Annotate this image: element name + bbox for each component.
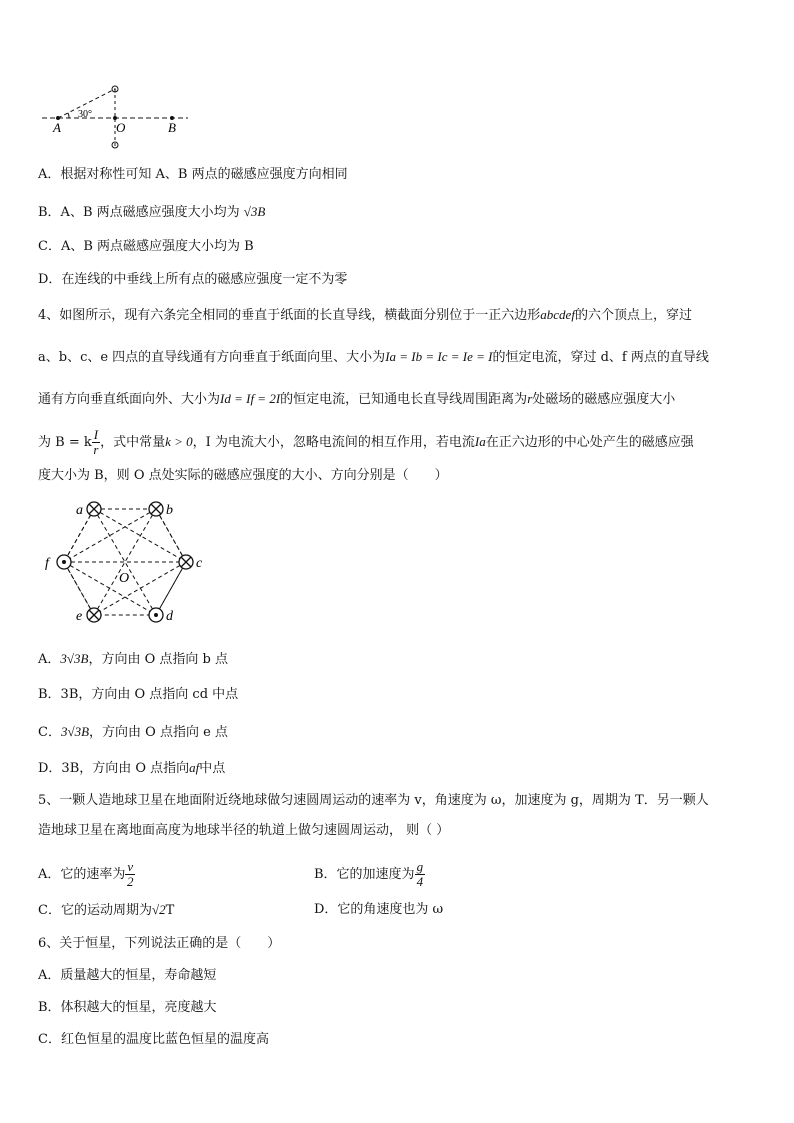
point-B-label: B — [168, 120, 176, 135]
q4-l4-tail: 在正六边形的中心处产生的磁感应强 — [485, 435, 694, 450]
q4-fraction-den: r — [93, 442, 99, 457]
q4-option-d — [38, 759, 225, 778]
point-O-label: O — [116, 120, 126, 135]
q4-l4-mid2: ，I 为电流大小，忽略电流间的相互作用，若电流 — [192, 435, 475, 450]
q4-l3-mid: 的恒定电流，已知通电长直导线周围距离为 — [280, 392, 528, 407]
q5-option-b-fraction — [415, 860, 426, 889]
q4-option-b: B．3B，方向由 O 点指向 cd 中点 — [38, 687, 239, 702]
q4-option-a-text: ，方向由 O 点指向 b 点 — [88, 652, 228, 667]
q4-option-a-math: 3√3B — [60, 651, 89, 666]
q5-option-a-den: 2 — [127, 874, 134, 889]
q4-k-condition: k > 0 — [165, 434, 193, 449]
q4-l2-text: a、b、c、e 四点的直导线通有方向垂直于纸面向里、大小为 — [38, 350, 386, 365]
wire-e-in-icon — [87, 608, 101, 622]
q4-distance-r: r — [527, 391, 533, 406]
q5-stem-line1: 5、一颗人造地球卫星在地面附近绕地球做匀速圆周运动的速率为 v，角速度为 ω，加速度为 g，周期为 T．另一颗人 — [38, 793, 709, 808]
q4-stem-line5: 度大小为 B，则 O 点处实际的磁感应强度的大小、方向分别是（ ） — [38, 468, 448, 483]
vertex-f-label: f — [45, 556, 49, 571]
q4-option-a — [38, 650, 228, 669]
q5-option-b-num: g — [416, 859, 424, 874]
q4-l3-text: 通有方向垂直纸面向外、大小为 — [38, 392, 221, 407]
wire-a-in-icon — [87, 502, 101, 516]
q3-option-b-text: B．A、B 两点磁感应强度大小均为 — [38, 205, 240, 220]
q5-option-a-num: v — [127, 859, 134, 874]
q4-hexagon-label: abcdef — [540, 307, 575, 322]
vertex-b-label: b — [166, 503, 173, 518]
q5-option-c-tail: T — [165, 903, 175, 918]
q4-option-d-text: D．3B，方向由 O 点指向 — [38, 761, 190, 776]
q5-option-b-text: B．它的加速度为 — [314, 867, 415, 882]
q5-option-a-text: A．它的速率为 — [38, 867, 126, 882]
q4-stem-line3 — [38, 390, 675, 409]
q4-option-c-letter: C． — [38, 725, 61, 740]
q5-option-c-text: C．它的运动周期为 — [38, 903, 152, 918]
q4-option-d-tail: 中点 — [199, 761, 226, 776]
q4-option-c-math: 3√3B — [60, 724, 90, 739]
q3-option-a: A．根据对称性可知 A、B 两点的磁感应强度方向相同 — [38, 167, 348, 182]
figure-hexagon-wires — [40, 498, 220, 626]
q5-option-a — [38, 860, 135, 889]
q3-option-b-math: √3B — [243, 204, 266, 219]
q6-option-c: C．红色恒星的温度比蓝色恒星的温度高 — [38, 1032, 269, 1047]
center-O-label: O — [119, 571, 130, 586]
q4-stem-line2 — [38, 348, 709, 367]
q4-current-eq2: Id = If = 2I — [220, 391, 281, 406]
q4-l2-tail: 的恒定电流，穿过 d、f 两点的直导线 — [492, 350, 709, 365]
point-A-label: A — [53, 120, 61, 135]
q6-option-b: B．体积越大的恒星，亮度越大 — [38, 1000, 217, 1015]
q4-option-a-letter: A． — [38, 652, 61, 667]
q5-option-c — [38, 901, 174, 920]
q6-option-a: A．质量越大的恒星，寿命越短 — [38, 968, 217, 983]
figure-wires-AOB — [38, 82, 198, 154]
q5-option-c-math: √2 — [151, 902, 166, 917]
q4-l4-mid1: ，式中常量 — [100, 435, 166, 450]
q5-option-b-den: 4 — [416, 874, 424, 889]
wire-b-in-icon — [149, 502, 163, 516]
wire-c-in-icon — [179, 555, 193, 569]
wire-f-out-icon — [57, 555, 71, 569]
q4-l4-text: 为 B = k — [38, 435, 92, 450]
wire-d-out-icon — [149, 608, 163, 622]
q4-l1-tail: 的六个顶点上，穿过 — [574, 308, 692, 323]
q4-option-c — [38, 723, 228, 742]
q3-option-b — [38, 203, 265, 222]
q3-option-d: D．在连线的中垂线上所有点的磁感应强度一定不为零 — [38, 272, 348, 287]
q5-option-d: D．它的角速度也为 ω — [314, 902, 444, 917]
q4-option-d-math: af — [189, 760, 200, 775]
q4-fraction-num: I — [93, 427, 99, 442]
q4-l1-text: 4、如图所示，现有六条完全相同的垂直于纸面的长直导线，横截面分别位于一正六边形 — [38, 308, 541, 323]
angle-label: 30° — [78, 109, 92, 120]
vertex-c-label: c — [196, 556, 203, 571]
q4-stem-line1 — [38, 306, 692, 325]
q3-option-c: C．A、B 两点磁感应强度大小均为 B — [38, 239, 254, 254]
q5-stem-line2: 造地球卫星在离地面高度为地球半径的轨道上做匀速圆周运动， 则（ ） — [38, 823, 450, 838]
q4-current-Ia: Ia — [474, 434, 486, 449]
q6-stem: 6、关于恒星，下列说法正确的是（ ） — [38, 936, 281, 951]
q4-fraction — [92, 428, 100, 457]
vertex-e-label: e — [76, 609, 83, 624]
q4-option-c-text: ，方向由 O 点指向 e 点 — [89, 725, 228, 740]
q5-option-b — [314, 860, 425, 889]
q5-option-a-fraction — [125, 860, 135, 889]
q4-current-eq1: Ia = Ib = Ic = Ie = I — [385, 349, 493, 364]
vertex-a-label: a — [76, 503, 83, 518]
q4-stem-line4 — [38, 428, 694, 457]
vertex-d-label: d — [166, 609, 173, 624]
q4-l3-tail: 处磁场的磁感应强度大小 — [532, 392, 676, 407]
